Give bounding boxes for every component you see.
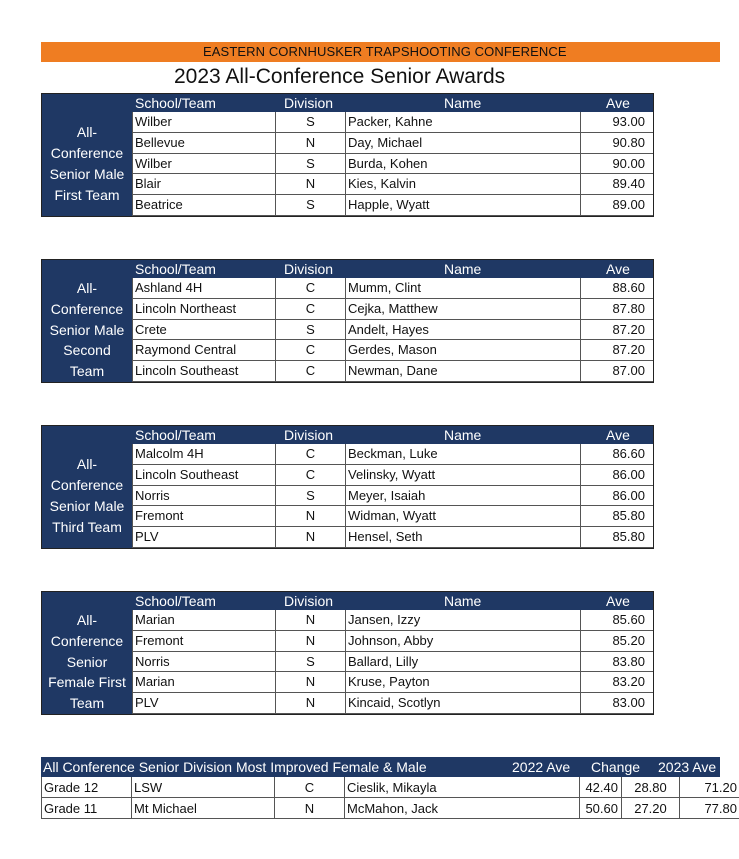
header-division: Division <box>284 427 334 443</box>
header-name: Name <box>444 427 482 443</box>
name-cell: McMahon, Jack <box>344 798 579 819</box>
ave-cell: 87.20 <box>580 320 653 341</box>
senior-male-third-team-table <box>41 425 654 549</box>
division-cell: C <box>275 361 345 382</box>
ave-cell: 85.80 <box>580 506 653 527</box>
name-cell: Newman, Dane <box>345 361 580 382</box>
team-label-line: Team <box>69 363 105 380</box>
table-row <box>132 465 653 486</box>
name-cell: Happle, Wyatt <box>345 195 580 216</box>
name-cell: Velinsky, Wyatt <box>345 465 580 486</box>
ave-2022-cell: 50.60 <box>579 798 621 819</box>
ave-cell: 93.00 <box>580 112 653 133</box>
table-row <box>132 278 653 299</box>
team-label-line: Second <box>63 342 111 359</box>
header-name: Name <box>444 95 482 111</box>
division-cell: S <box>275 112 345 133</box>
division-cell: N <box>275 672 345 693</box>
name-cell: Beckman, Luke <box>345 444 580 465</box>
header-2023-ave: 2023 Ave <box>658 759 717 775</box>
table-row <box>41 777 737 798</box>
name-cell: Mumm, Clint <box>345 278 580 299</box>
header-ave: Ave <box>606 95 630 111</box>
school-cell: Marian <box>132 610 275 631</box>
team-label-line: Female First <box>48 674 126 691</box>
ave-cell: 86.00 <box>580 465 653 486</box>
name-cell: Kincaid, Scotlyn <box>345 693 580 714</box>
header-name: Name <box>444 593 482 609</box>
grade-cell: Grade 11 <box>41 798 131 819</box>
school-cell: Mt Michael <box>131 798 274 819</box>
team-label-line: All- <box>76 124 98 141</box>
school-cell: Raymond Central <box>132 340 275 361</box>
division-cell: N <box>275 610 345 631</box>
table-row <box>132 652 653 673</box>
header-ave: Ave <box>606 593 630 609</box>
school-cell: Norris <box>132 652 275 673</box>
table-row <box>132 340 653 361</box>
change-cell: 28.80 <box>621 777 679 798</box>
table-row <box>132 610 653 631</box>
division-cell: N <box>275 174 345 195</box>
table-row <box>132 195 653 216</box>
name-cell: Jansen, Izzy <box>345 610 580 631</box>
team-label-line: Conference <box>50 477 124 494</box>
team-label-line: Conference <box>50 300 124 317</box>
table-header <box>42 94 653 112</box>
school-cell: Fremont <box>132 631 275 652</box>
header-division: Division <box>284 593 334 609</box>
table-row <box>132 112 653 133</box>
ave-cell: 86.60 <box>580 444 653 465</box>
name-cell: Gerdes, Mason <box>345 340 580 361</box>
ave-2022-cell: 42.40 <box>579 777 621 798</box>
ave-cell: 89.40 <box>580 174 653 195</box>
name-cell: Cieslik, Mikayla <box>344 777 579 798</box>
most-improved-title: All Conference Senior Division Most Improved Female & Male <box>43 759 427 775</box>
header-division: Division <box>284 261 334 277</box>
ave-cell: 83.20 <box>580 672 653 693</box>
ave-cell: 86.00 <box>580 486 653 507</box>
ave-cell: 90.80 <box>580 133 653 154</box>
ave-cell: 88.60 <box>580 278 653 299</box>
division-cell: C <box>275 465 345 486</box>
division-cell: C <box>275 340 345 361</box>
header-school: School/Team <box>135 261 216 277</box>
header-name: Name <box>444 261 482 277</box>
team-label <box>42 112 132 216</box>
team-label-line: All- <box>76 456 98 473</box>
division-cell: S <box>275 195 345 216</box>
header-ave: Ave <box>606 261 630 277</box>
division-cell: N <box>274 798 344 819</box>
ave-cell: 85.20 <box>580 631 653 652</box>
table-header <box>42 592 653 610</box>
senior-male-second-team-table <box>41 259 654 383</box>
school-cell: Lincoln Southeast <box>132 361 275 382</box>
header-ave: Ave <box>606 427 630 443</box>
division-cell: N <box>275 506 345 527</box>
name-cell: Johnson, Abby <box>345 631 580 652</box>
school-cell: Malcolm 4H <box>132 444 275 465</box>
school-cell: Wilber <box>132 112 275 133</box>
ave-cell: 87.80 <box>580 299 653 320</box>
division-cell: S <box>275 154 345 175</box>
team-label <box>42 610 132 714</box>
ave-cell: 87.20 <box>580 340 653 361</box>
school-cell: Blair <box>132 174 275 195</box>
name-cell: Hensel, Seth <box>345 527 580 548</box>
senior-male-first-team-table <box>41 93 654 217</box>
table-header <box>42 426 653 444</box>
team-label <box>42 444 132 548</box>
ave-cell: 90.00 <box>580 154 653 175</box>
team-label-line: All- <box>76 612 98 628</box>
team-label-line: Senior Male <box>49 498 125 514</box>
name-cell: Kruse, Payton <box>345 672 580 693</box>
team-label-line: Senior Male <box>49 321 125 338</box>
name-cell: Day, Michael <box>345 133 580 154</box>
name-cell: Kies, Kalvin <box>345 174 580 195</box>
header-change: Change <box>591 759 641 775</box>
team-label-line: Conference <box>50 632 124 649</box>
division-cell: C <box>274 777 344 798</box>
team-label-line: All- <box>76 280 98 296</box>
header-school: School/Team <box>135 593 216 609</box>
team-label-line: Senior <box>66 653 108 670</box>
ave-2023-cell: 77.80 <box>679 798 739 819</box>
table-row <box>132 320 653 341</box>
header-2022-ave: 2022 Ave <box>512 759 571 775</box>
division-cell: N <box>275 133 345 154</box>
change-cell: 27.20 <box>621 798 679 819</box>
ave-cell: 87.00 <box>580 361 653 382</box>
table-row <box>132 133 653 154</box>
school-cell: Lincoln Southeast <box>132 465 275 486</box>
school-cell: Bellevue <box>132 133 275 154</box>
banner-text: EASTERN CORNHUSKER TRAPSHOOTING CONFERENCE <box>203 44 567 59</box>
school-cell: PLV <box>132 693 275 714</box>
school-cell: LSW <box>131 777 274 798</box>
ave-cell: 85.60 <box>580 610 653 631</box>
school-cell: Norris <box>132 486 275 507</box>
school-cell: Beatrice <box>132 195 275 216</box>
table-row <box>132 361 653 382</box>
division-cell: C <box>275 278 345 299</box>
ave-cell: 89.00 <box>580 195 653 216</box>
table-header <box>42 260 653 278</box>
school-cell: PLV <box>132 527 275 548</box>
table-row <box>132 693 653 714</box>
senior-female-first-team-table <box>41 591 654 715</box>
table-row <box>132 527 653 548</box>
school-cell: Wilber <box>132 154 275 175</box>
table-row <box>132 299 653 320</box>
school-cell: Lincoln Northeast <box>132 299 275 320</box>
ave-cell: 83.80 <box>580 652 653 673</box>
team-label <box>42 278 132 382</box>
ave-cell: 85.80 <box>580 527 653 548</box>
team-label-line: Senior Male <box>49 166 125 182</box>
school-cell: Marian <box>132 672 275 693</box>
school-cell: Ashland 4H <box>132 278 275 299</box>
team-label-line: Conference <box>50 145 124 162</box>
name-cell: Meyer, Isaiah <box>345 486 580 507</box>
division-cell: C <box>275 444 345 465</box>
ave-2023-cell: 71.20 <box>679 777 739 798</box>
division-cell: C <box>275 299 345 320</box>
table-row <box>132 154 653 175</box>
school-cell: Fremont <box>132 506 275 527</box>
most-improved-table <box>41 757 737 819</box>
header-school: School/Team <box>135 95 216 111</box>
page-title: 2023 All-Conference Senior Awards <box>174 65 506 88</box>
table-row <box>132 506 653 527</box>
division-cell: N <box>275 693 345 714</box>
table-row <box>132 486 653 507</box>
division-cell: N <box>275 527 345 548</box>
table-row <box>132 174 653 195</box>
name-cell: Burda, Kohen <box>345 154 580 175</box>
name-cell: Ballard, Lilly <box>345 652 580 673</box>
ave-cell: 83.00 <box>580 693 653 714</box>
table-row <box>132 631 653 652</box>
most-improved-header <box>41 757 720 777</box>
header-division: Division <box>284 95 334 111</box>
name-cell: Widman, Wyatt <box>345 506 580 527</box>
division-cell: S <box>275 652 345 673</box>
team-label-line: First Team <box>54 186 120 203</box>
team-label-line: Team <box>69 695 105 712</box>
grade-cell: Grade 12 <box>41 777 131 798</box>
conference-banner <box>41 42 720 62</box>
table-row <box>132 672 653 693</box>
table-row <box>132 444 653 465</box>
name-cell: Cejka, Matthew <box>345 299 580 320</box>
table-row <box>41 798 737 819</box>
school-cell: Crete <box>132 320 275 341</box>
header-school: School/Team <box>135 427 216 443</box>
name-cell: Packer, Kahne <box>345 112 580 133</box>
division-cell: S <box>275 486 345 507</box>
team-label-line: Third Team <box>52 518 122 535</box>
name-cell: Andelt, Hayes <box>345 320 580 341</box>
division-cell: N <box>275 631 345 652</box>
division-cell: S <box>275 320 345 341</box>
